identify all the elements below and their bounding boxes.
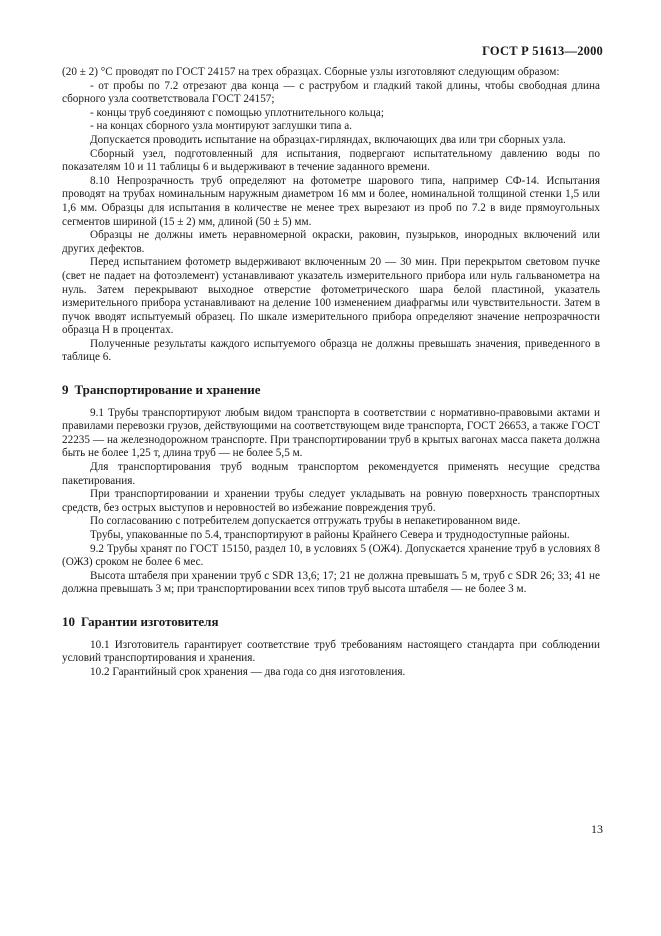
paragraph: По согласованию с потребителем допускается отгружать трубы в непакетированном виде. bbox=[90, 515, 521, 528]
document-body bbox=[62, 66, 600, 679]
section-number: 9 bbox=[62, 382, 69, 398]
section-heading-10 bbox=[62, 615, 600, 629]
list-item: - концы труб соединяют с помощью уплотнительного кольца; bbox=[90, 106, 384, 119]
paragraph: (20 ± 2) °С проводят по ГОСТ 24157 на трех образцах. Сборные узлы изготовляют следующим образом: bbox=[62, 66, 560, 78]
paragraph: 9.2 Трубы хранят по ГОСТ 15150, раздел 10, в условиях 5 (ОЖ4). Допускается хранение труб в условиях 8 (ОЖЗ) сроком не более 6 мес. bbox=[62, 542, 600, 569]
paragraph: Перед испытанием фотометр выдерживают включенным 20 — 30 мин. При перекрытом световом пучке (свет не падает на фотоэлемент) устанавливают указатель измерительного прибора или нуль гальванометра на нуль. Затем перекрывают выходное отверстие фотометрического шара белой пластиной, указатель измерительного прибора устанавливают на деление 100 изменением диафрагмы или чувствительности. Затем в пучок вводят испытуемый образец. По шкале измерительного прибора определяют значение непрозрачности образца H в процентах. bbox=[62, 256, 600, 337]
section-heading-9 bbox=[62, 383, 600, 397]
paragraph: Трубы, упакованные по 5.4, транспортируют в районы Крайнего Севера и труднодоступные районы. bbox=[90, 529, 570, 541]
paragraph: При транспортировании и хранении трубы следует укладывать на ровную поверхность транспортных средств, без острых выступов и неровностей во избежание повреждения труб. bbox=[62, 488, 600, 514]
paragraph: 10.1 Изготовитель гарантирует соответствие труб требованиям настоящего стандарта при соблюдении условий транспортирования и хранения. bbox=[62, 638, 600, 665]
paragraph: 8.10 Непрозрачность труб определяют на фотометре шарового типа, например СФ-14. Испытания проводят на трубах номинальным наружным диаметром 16 мм и более, номинальной толщиной стенки 1,5 или 1,6 мм. Образцы для испытания в количестве не менее трех вырезают из проб по 7.2 в виде прямоугольных сегментов шириной (15 ± 2) мм, длиной (50 ± 5) мм. bbox=[62, 174, 600, 228]
section-title: Транспортирование и хранение bbox=[74, 382, 261, 398]
paragraph: 9.1 Трубы транспортируют любым видом транспорта в соответствии с нормативно-правовыми актами и правилами перевозки грузов, действующими на соответствующем виде транспорта, ГОСТ 26653, а также ГОСТ 22235 — на железнодорожном транспорте. При транспортировании труб в крытых вагонах масса пакета должна быть не более 1,25 т, длина труб — не более 5,5 м. bbox=[62, 406, 600, 460]
paragraph: Для транспортирования труб водным транспортом рекомендуется применять несущие средства пакетирования. bbox=[62, 461, 600, 487]
list-item: - от пробы по 7.2 отрезают два конца — с раструбом и гладкий такой длины, чтобы свободная длина сборного узла соответствовала ГОСТ 24157; bbox=[62, 79, 600, 106]
paragraph: Сборный узел, подготовленный для испытания, подвергают испытательному давлению воды по показателям 10 и 11 таблицы 6 и выдерживают в течение заданного времени. bbox=[62, 147, 600, 174]
paragraph: 10.2 Гарантийный срок хранения — два года со дня изготовления. bbox=[90, 665, 406, 678]
section-number: 10 bbox=[62, 613, 75, 629]
paragraph: Высота штабеля при хранении труб с SDR 13,6; 17; 21 не должна превышать 5 м, труб с SDR 26; 33; 41 не должна превышать 3 м; при транспортировании всех типов труб высота штабеля — не более 3 м. bbox=[62, 569, 600, 596]
list-item: - на концах сборного узла монтируют заглушки типа а. bbox=[90, 120, 352, 133]
document-header: ГОСТ Р 51613—2000 bbox=[482, 44, 603, 58]
paragraph: Допускается проводить испытание на образцах-гирляндах, включающих два или три сборных узла. bbox=[90, 133, 566, 146]
section-title: Гарантии изготовителя bbox=[81, 613, 219, 629]
paragraph: Образцы не должны иметь неравномерной окраски, раковин, пузырьков, инородных включений или других дефектов. bbox=[62, 229, 600, 255]
page-number: 13 bbox=[591, 822, 603, 836]
paragraph: Полученные результаты каждого испытуемого образца не должны превышать значения, приведенного в таблице 6. bbox=[62, 337, 600, 364]
